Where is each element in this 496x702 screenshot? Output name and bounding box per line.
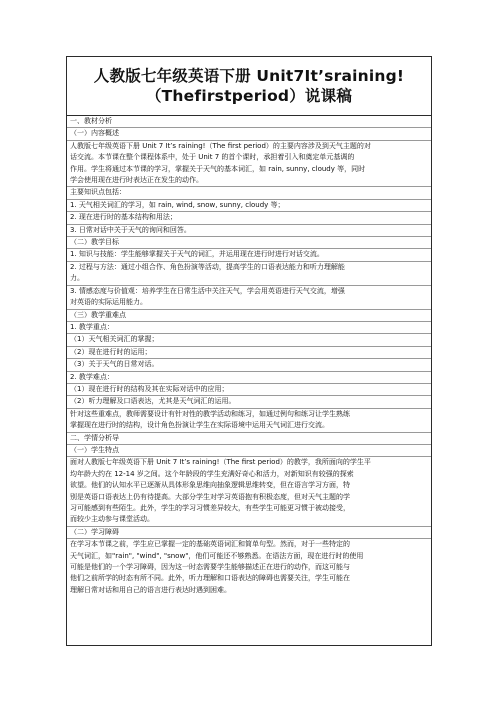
- table-row: [67, 141, 431, 188]
- text-line: （2）现在进行时的运用；: [70, 347, 152, 356]
- text-line: 别是英语口语表达上仍有待提高。大部分学生对学习英语抱有积极态度，但对天气主题的学: [70, 492, 350, 501]
- text-line: （三）教学重难点: [70, 310, 126, 319]
- table-row: [67, 262, 431, 286]
- document-title-line-2: （Thefirstperiod）说课稿: [145, 87, 353, 105]
- text-line: 二、学情分析导: [70, 433, 119, 442]
- table-row: [67, 310, 431, 322]
- text-line: 均年龄大约在 12-14 岁之间。这个年龄段的学生充满好奇心和活力，对新知识有较强的探索: [70, 469, 354, 478]
- text-line: 话交流。本节课在整个课程体系中，处于 Unit 7 的首个课时，承担着引入和奠定单元基调的: [70, 153, 355, 162]
- text-line: 可能是他们的一个学习障碍，因为这一时态需要学生能够描述正在进行的动作，而这可能与: [70, 563, 350, 572]
- text-line: 力。: [70, 274, 84, 283]
- text-line: 一、教材分析: [70, 117, 112, 125]
- table-row: [67, 200, 431, 212]
- table-row: [67, 527, 431, 539]
- table-row: [67, 187, 431, 199]
- text-line: （3）关于天气的日常对话。: [70, 360, 159, 369]
- table-row: [67, 384, 431, 396]
- table-row: [67, 128, 431, 140]
- text-line: 作用。学生将通过本节课的学习，掌握关于天气的基本词汇，如 rain, sunny, cloudy 等，同时: [70, 164, 366, 173]
- text-line: 他们之前所学的时态有所不同。此外，听力理解和口语表达的障碍也需要关注，学生可能在: [70, 574, 350, 583]
- text-line: （1）现在进行时的结构及其在实际对话中的应用；: [70, 384, 229, 393]
- table-row: [67, 359, 431, 371]
- title-cell: [67, 57, 431, 116]
- document-table: [66, 56, 432, 646]
- text-line: 针对这些重难点，教师需要设计有针对性的教学活动和练习，如通过例句和练习让学生熟练: [70, 409, 350, 418]
- text-line: （二）教学目标: [70, 238, 119, 247]
- text-line: 1. 天气相关词汇的学习，如 rain, wind, snow, sunny, cloudy 等；: [70, 200, 285, 209]
- text-line: 2. 教学难点：: [70, 372, 114, 381]
- table-row: [67, 396, 431, 408]
- document-body: [67, 116, 431, 646]
- text-line: 掌握现在进行时的结构，设计角色扮演让学生在实际语境中运用天气词汇进行交流。: [70, 421, 329, 430]
- text-line: （二）学习障碍: [70, 527, 119, 536]
- table-row: [67, 286, 431, 310]
- text-line: 1. 教学重点：: [70, 322, 114, 331]
- text-line: 1. 知识与技能：学生能够掌握关于天气的词汇，并运用现在进行时进行对话交流。: [70, 250, 324, 259]
- table-row: [67, 322, 431, 334]
- table-row: [67, 445, 431, 457]
- table-row: [67, 409, 431, 433]
- text-line: 3. 日常对话中关于天气的询问和回答。: [70, 225, 191, 234]
- table-row: [67, 116, 431, 128]
- text-line: 天气词汇，如"rain", "wind", "snow"，他们可能还不够熟悉。在语法方面，现在进行时的使用: [70, 551, 364, 560]
- text-line: 在学习本节课之前，学生应已掌握一定的基础英语词汇和简单句型。然而，对于一些特定的: [70, 540, 350, 549]
- text-line: 面对人教版七年级英语下册 Unit 7 It’s raining!（The first period）的教学，我所面向的学生平: [70, 458, 371, 467]
- text-line: （一）学生特点: [70, 445, 119, 454]
- table-row: [67, 249, 431, 261]
- text-line: 欲望。他们的认知水平已逐渐从具体形象思维向抽象逻辑思维转变，但在语言学习方面，特: [70, 481, 350, 490]
- table-row: [67, 237, 431, 249]
- table-row: [67, 372, 431, 384]
- table-row: [67, 347, 431, 359]
- text-line: 而较少主动参与课堂活动。: [70, 515, 154, 524]
- text-line: 主要知识点包括：: [70, 188, 126, 197]
- text-line: 理解日常对话和用自己的语言进行表达时遇到困难。: [70, 585, 231, 594]
- text-line: （一）内容概述: [70, 129, 119, 138]
- text-line: 2. 现在进行时的基本结构和用法；: [70, 213, 177, 222]
- document-title-line-1: 人教版七年级英语下册 Unit7It’sraining!: [93, 67, 405, 85]
- table-row: [67, 225, 431, 237]
- text-line: 人教版七年级英语下册 Unit 7 It’s raining!（The first period）的主要内容涉及到天气主题的对: [70, 141, 371, 150]
- text-line: 习可能感到有些陌生。此外，学生的学习习惯差异较大，有些学生可能更习惯于被动接受，: [70, 504, 350, 512]
- table-row: [67, 539, 431, 596]
- table-row: [67, 334, 431, 346]
- text-line: （2）听力理解及口语表达，尤其是天气词汇的运用。: [70, 397, 236, 406]
- text-line: 对英语的实际运用能力。: [70, 298, 147, 307]
- text-line: （1）天气相关词汇的掌握；: [70, 335, 159, 344]
- table-row: [67, 457, 431, 526]
- table-row: [67, 433, 431, 445]
- table-row: [67, 212, 431, 224]
- text-line: 2. 过程与方法：通过小组合作、角色扮演等活动，提高学生的口语表达能力和听力理解能: [70, 262, 345, 271]
- text-line: 学会使用现在进行时表达正在发生的动作。: [70, 176, 203, 185]
- text-line: 3. 情感态度与价值观：培养学生在日常生活中关注天气，学会用英语进行天气交流，增强: [70, 286, 345, 295]
